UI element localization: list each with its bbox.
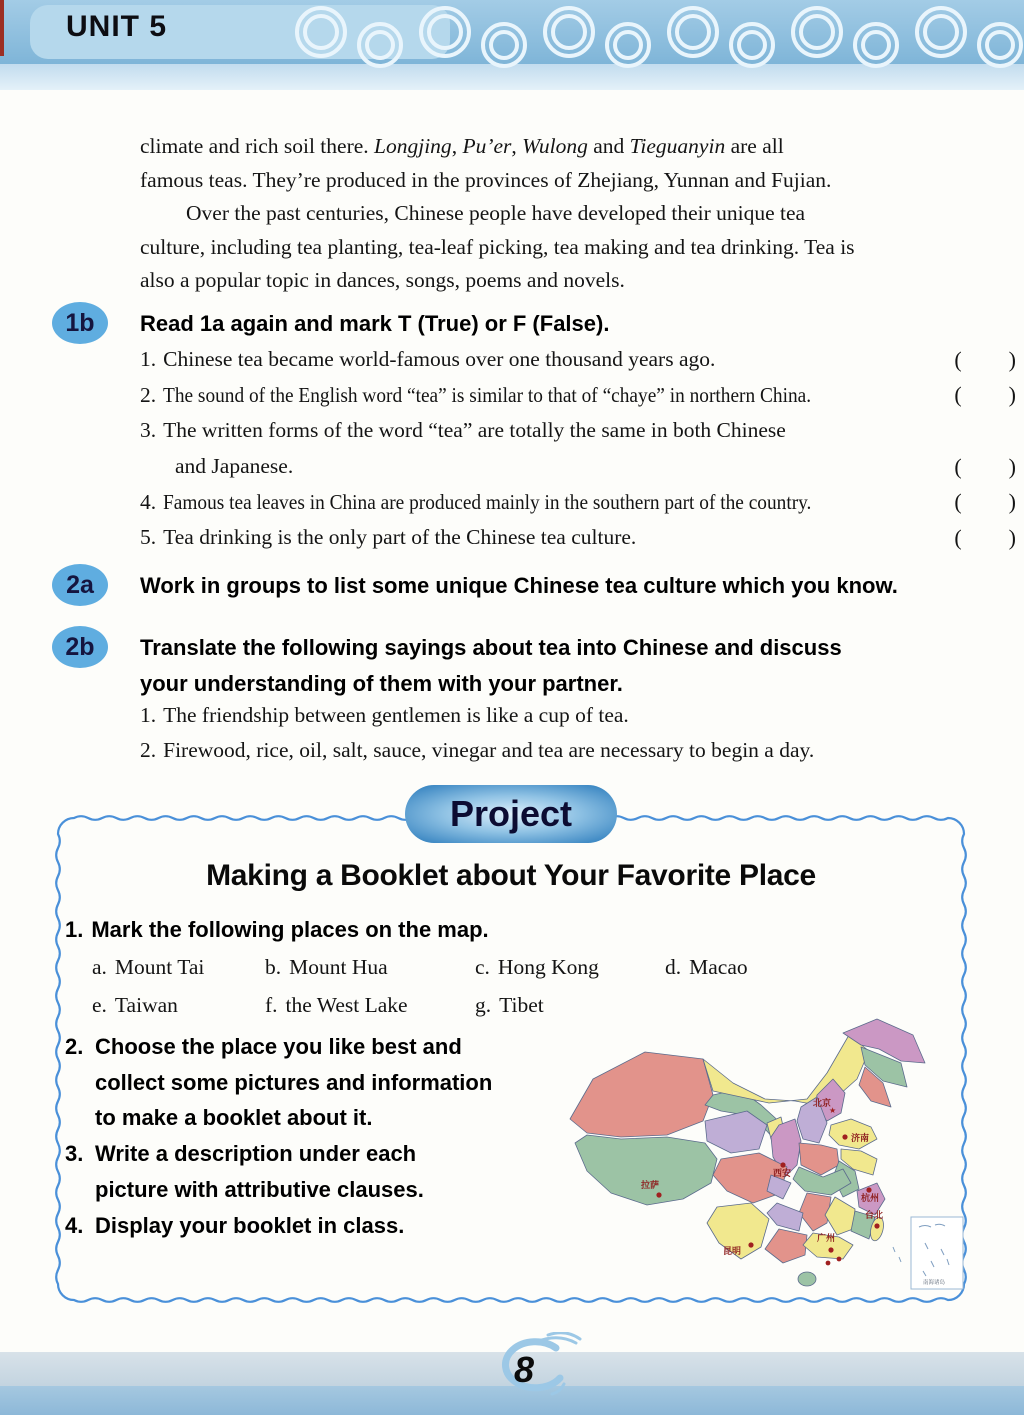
tf-item-5: 5. Tea drinking is the only part of the Chinese tea culture. ( ) — [140, 524, 1018, 550]
ring-ornament — [853, 22, 899, 68]
ring-ornament — [357, 22, 403, 68]
tf-item-3-line2: and Japanese. ( ) — [175, 453, 1018, 479]
section-title-2a: Work in groups to list some unique Chinese tea culture which you know. — [140, 573, 898, 598]
true-false-list — [140, 342, 1018, 556]
answer-blank[interactable]: ( ) — [954, 524, 1018, 550]
project-step-4: 4. Display your booklet in class. — [65, 1212, 405, 1238]
city-marker — [837, 1257, 842, 1262]
saying-item-1: 1. The friendship between gentlemen is like a cup of tea. — [140, 703, 629, 727]
ring-ornament — [543, 6, 595, 58]
region-tibet — [575, 1135, 717, 1205]
answer-blank[interactable]: ( ) — [954, 382, 1018, 408]
section-badge-1b: 1b — [52, 302, 108, 344]
project-pill: Project — [405, 785, 617, 843]
scan-edge-artifact — [0, 0, 4, 56]
place-f: f. the West Lake — [265, 993, 408, 1017]
city-label: 北京 — [813, 1099, 832, 1109]
tf-item-1: 1. Chinese tea became world-famous over one thousand years ago. ( ) — [140, 346, 1018, 372]
reading-paragraph-2: Over the past centuries, Chinese people have developed their unique tea culture, including tea planting, tea-leaf picking, tea making and tea drinking. Tea is also a popular topic in dances, songs, poems and novels. — [140, 201, 855, 293]
project-steps: 2. Choose the place you like best and collect some pictures and information to make a booklet about it. 3. Write a description under each picture with attributive clauses. 4. Display your booklet in class. — [65, 1029, 570, 1243]
answer-blank[interactable]: ( ) — [954, 453, 1018, 479]
project-step-2: 2. Choose the place you like best and — [65, 1034, 462, 1059]
page-number-ornament — [478, 1332, 590, 1406]
page-number: 8 — [514, 1349, 535, 1390]
answer-blank[interactable]: ( ) — [954, 489, 1018, 515]
ring-ornament — [915, 6, 967, 58]
ring-ornament — [295, 6, 347, 58]
city-marker: ★ — [829, 1106, 837, 1115]
region-xinjiang — [570, 1052, 713, 1137]
ring-ornament — [481, 22, 527, 68]
city-marker — [656, 1192, 661, 1197]
tf-item-2: 2. The sound of the English word “tea” is similar to that of “chaye” in northern China. ( ) — [140, 382, 1018, 408]
city-marker — [866, 1187, 871, 1192]
section-title-1b: Read 1a again and mark T (True) or F (False). — [140, 311, 610, 336]
city-label: 拉萨 — [641, 1181, 660, 1191]
city-marker — [874, 1223, 879, 1228]
place-g: g. Tibet — [475, 993, 544, 1017]
saying-item-2: 2. Firewood, rice, oil, salt, sauce, vinegar and tea are necessary to begin a day. — [140, 738, 815, 762]
section-badge-2a: 2a — [52, 564, 108, 606]
reading-passage — [140, 130, 1016, 298]
ring-ornament — [419, 6, 471, 58]
project-box — [55, 793, 967, 1303]
place-e: e. Taiwan — [92, 993, 178, 1017]
place-c: c. Hong Kong — [475, 955, 599, 979]
ring-ornament — [729, 22, 775, 68]
answer-blank[interactable]: ( ) — [954, 346, 1018, 372]
city-marker — [828, 1247, 833, 1252]
tf-item-3-line1: 3. The written forms of the word “tea” are totally the same in both Chinese — [140, 418, 786, 443]
region-hunan — [799, 1193, 831, 1231]
city-label: 杭州 — [861, 1194, 880, 1204]
place-d: d. Macao — [665, 955, 748, 979]
city-label: 台北 — [865, 1211, 884, 1221]
place-b: b. Mount Hua — [265, 955, 388, 979]
project-title: Making a Booklet about Your Favorite Place — [206, 859, 816, 892]
region-guangxi — [765, 1229, 807, 1263]
reading-paragraph-1: climate and rich soil there. Longjing, Pu’er, Wulong and Tieguanyin are all famous teas. They’re produced in the provinces of Zhejiang, Yunnan and Fujian. — [140, 134, 832, 192]
city-marker — [842, 1134, 847, 1139]
inset-label: 南海诸岛 — [923, 1280, 946, 1286]
city-label: 昆明 — [723, 1247, 742, 1257]
china-map — [555, 1007, 967, 1295]
unit-title: UNIT 5 — [66, 10, 168, 43]
city-marker — [826, 1261, 831, 1266]
ring-ornament — [791, 6, 843, 58]
coastal-islands — [893, 1247, 901, 1262]
project-step-1: 1. Mark the following places on the map. — [65, 917, 489, 942]
region-hainan — [798, 1272, 816, 1286]
section-title-2b: Translate the following sayings about tea into Chinese and discuss your understanding of them with your partner. — [140, 635, 842, 696]
sea-inset-box — [911, 1217, 963, 1289]
saying-list — [140, 698, 1018, 768]
city-label: 西安 — [773, 1169, 792, 1179]
city-marker — [780, 1162, 785, 1167]
ring-ornament — [605, 22, 651, 68]
city-label: 济南 — [851, 1134, 870, 1144]
city-marker — [748, 1242, 753, 1247]
tf-item-4: 4. Famous tea leaves in China are produced mainly in the southern part of the country. ( ) — [140, 489, 1018, 515]
place-a: a. Mount Tai — [92, 955, 205, 979]
project-step-3: 3. Write a description under each — [65, 1141, 417, 1167]
ring-ornament — [977, 22, 1023, 68]
region-guizhou — [767, 1203, 803, 1231]
city-label: 广州 — [817, 1234, 836, 1244]
section-badge-2b: 2b — [52, 626, 108, 668]
ring-ornament — [667, 6, 719, 58]
ring-ornaments — [295, 4, 1024, 88]
